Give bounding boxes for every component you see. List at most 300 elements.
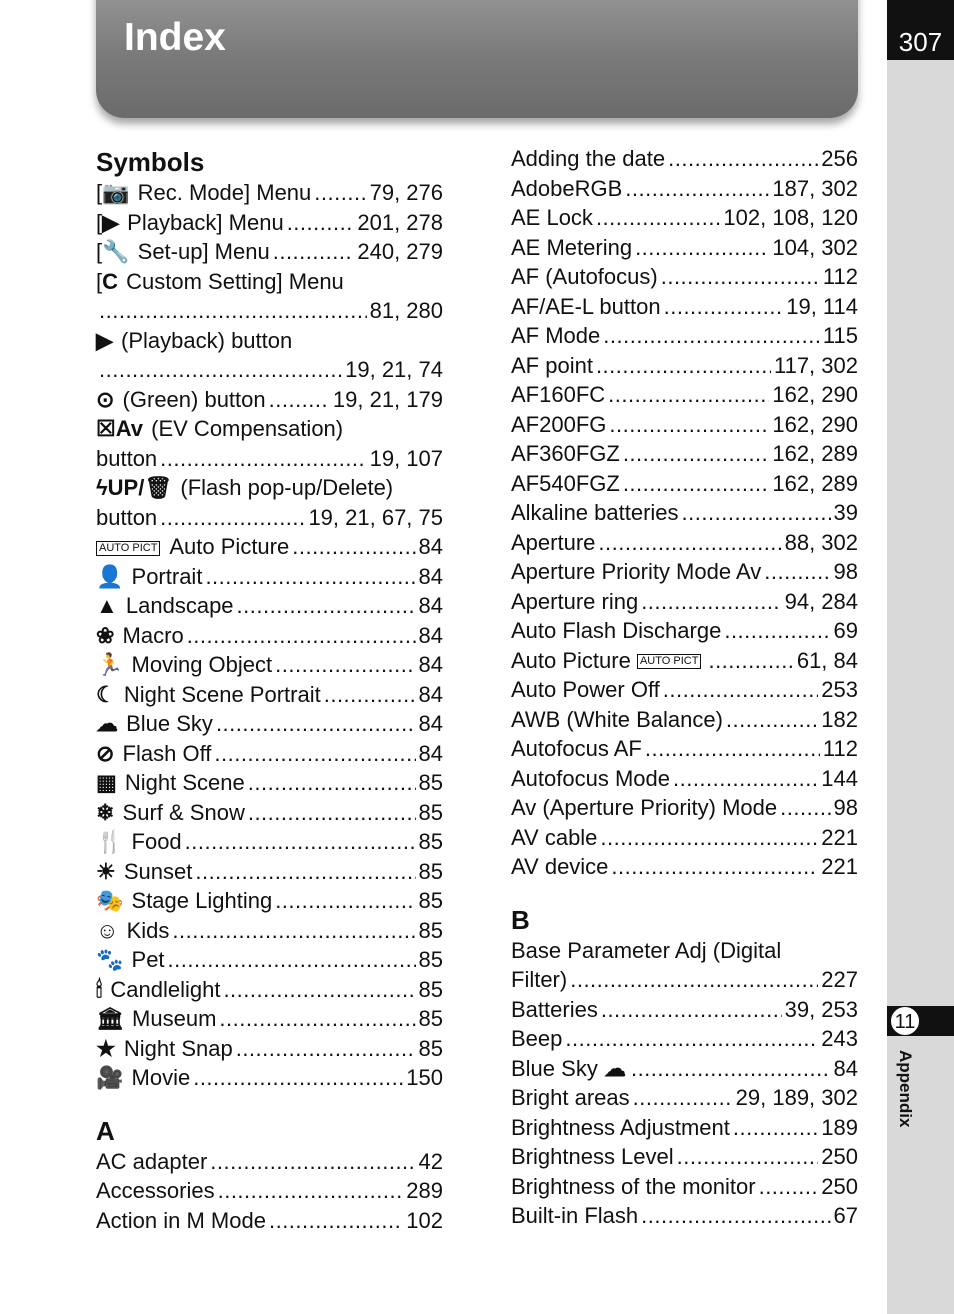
leader-dots [273, 237, 355, 267]
leader-dots [160, 444, 366, 474]
leader-dots [287, 208, 355, 238]
page-refs: 98 [833, 795, 858, 820]
index-term [96, 827, 182, 857]
page-refs: 85 [418, 1006, 443, 1031]
index-term-text: Auto Picture [164, 534, 290, 559]
page-refs: 67 [833, 1203, 858, 1228]
index-column-right [511, 144, 858, 1231]
index-entry [511, 995, 858, 1025]
section-heading: B [511, 904, 530, 935]
index-term [96, 1034, 233, 1064]
leader-dots [664, 292, 784, 322]
page-refs: 79, 276 [369, 180, 443, 205]
index-entry [511, 764, 858, 794]
index-term [511, 793, 777, 823]
night-scene-portrait-icon: ☾ [96, 681, 116, 707]
index-term-text: (Playback) button [114, 327, 293, 353]
index-term [511, 262, 658, 292]
index-entry [96, 650, 443, 680]
leader-dots [635, 233, 769, 263]
index-entry [96, 1147, 443, 1177]
page-refs: 85 [418, 858, 443, 884]
leader-dots [663, 675, 819, 705]
index-term [96, 709, 213, 739]
page-refs: 85 [418, 829, 443, 854]
index-term-text: Accessories [96, 1178, 215, 1203]
index-term-text: Aperture ring [511, 588, 639, 614]
surf-snow-icon: ❄ [96, 799, 115, 825]
index-term [511, 616, 721, 646]
index-entry [511, 705, 858, 735]
blue-sky-icon: ☁ [96, 711, 118, 736]
index-entry [96, 886, 443, 916]
index-term-text: AF540FGZ [511, 470, 620, 496]
leader-dots [269, 385, 330, 415]
auto-pict-icon: AUTO PICT [637, 654, 701, 669]
index-term-text: Aperture Priority Mode Av [511, 559, 762, 584]
index-term-text: Aperture [511, 529, 596, 555]
index-term-text: Surf & Snow [116, 799, 245, 825]
leader-dots [168, 945, 416, 975]
blue-sky-icon: ☁ [603, 1055, 626, 1081]
index-term-text: Autofocus AF [511, 736, 642, 761]
page-refs: 250 [821, 1144, 858, 1169]
index-entry [96, 621, 443, 651]
index-entry [96, 267, 443, 297]
page-refs: 240, 279 [357, 239, 443, 264]
index-term [96, 267, 344, 297]
index-entry [511, 646, 858, 676]
bracket-glyph: [ [96, 239, 103, 264]
leader-dots [99, 296, 367, 326]
page-refs: 88, 302 [784, 529, 858, 555]
index-entry [511, 1083, 858, 1113]
page-refs: 85 [418, 976, 443, 1002]
page-refs: 162, 290 [772, 411, 858, 437]
index-term-text: Bright areas [511, 1085, 630, 1110]
leader-dots [314, 178, 366, 208]
index-entry [96, 208, 443, 238]
index-term-text: Autofocus Mode [511, 765, 670, 791]
index-term-text: Built-in Flash [511, 1203, 639, 1228]
leader-dots [237, 591, 416, 621]
index-entry [96, 1176, 443, 1206]
page-refs: 102 [406, 1207, 443, 1233]
index-term-text: Filter) [511, 967, 568, 992]
index-entry [511, 233, 858, 263]
index-term [511, 380, 605, 410]
leader-dots [608, 380, 769, 410]
index-entry [511, 292, 858, 322]
index-term-text: AV cable [511, 824, 598, 850]
page-refs: 85 [418, 917, 443, 943]
index-term [96, 916, 169, 946]
index-term-text: Portrait [125, 563, 203, 589]
leader-dots [185, 827, 416, 857]
index-term [511, 587, 638, 617]
index-term [511, 995, 598, 1025]
section-gap [511, 882, 858, 902]
index-term [96, 975, 220, 1005]
leader-dots [673, 764, 818, 794]
leader-dots [645, 734, 820, 764]
page-refs: 162, 289 [772, 441, 858, 466]
index-term-text: Moving Object [125, 652, 273, 677]
wrench-icon: 🔧 [102, 239, 130, 264]
leader-dots [218, 1176, 404, 1206]
index-entry [96, 444, 443, 474]
index-term [96, 591, 234, 621]
index-entry [511, 965, 858, 995]
index-entry [511, 439, 858, 469]
index-entry [511, 675, 858, 705]
index-term-text: AE Metering [511, 234, 633, 260]
index-term [511, 1142, 674, 1172]
index-entry [511, 380, 858, 410]
index-entry [511, 557, 858, 587]
index-entry [96, 414, 443, 444]
page-refs: 104, 302 [772, 234, 858, 260]
index-term [511, 528, 595, 558]
bracket-glyph: [ [96, 180, 103, 205]
night-scene-icon: ▦ [96, 770, 117, 795]
page-refs: 256 [821, 146, 858, 171]
page-refs: 81, 280 [369, 298, 443, 323]
custom-c-icon: C [102, 268, 119, 294]
macro-icon: ❀ [96, 622, 115, 648]
index-term [96, 178, 311, 208]
page-refs: 115 [822, 323, 858, 348]
index-term [96, 473, 393, 503]
index-term-text: AF/AE-L button [511, 293, 661, 319]
index-term-text: Alkaline batteries [511, 500, 679, 525]
index-entry [511, 587, 858, 617]
index-term [96, 414, 343, 444]
leader-dots [275, 650, 415, 680]
index-column-left [96, 144, 443, 1235]
index-term-text: Landscape [119, 593, 234, 618]
index-term [511, 469, 620, 499]
index-term [96, 208, 284, 238]
leader-dots [611, 852, 818, 882]
section-heading: A [96, 1115, 115, 1146]
leader-dots [668, 144, 818, 174]
leader-dots [625, 174, 769, 204]
index-term-text: Sunset [117, 858, 193, 884]
leader-dots [661, 262, 820, 292]
index-entry [96, 296, 443, 326]
leader-dots [205, 562, 415, 592]
leader-dots [724, 616, 830, 646]
page-refs: 112 [822, 736, 858, 761]
index-term-text: Adding the date [511, 146, 666, 171]
index-term-text: Pet [125, 947, 165, 972]
index-entry [96, 591, 443, 621]
leader-dots [601, 995, 782, 1025]
leader-dots [726, 705, 818, 735]
index-entry [96, 798, 443, 828]
page-refs: 98 [833, 559, 858, 584]
index-entry [511, 852, 858, 882]
index-entry [96, 532, 443, 562]
index-entry [96, 1063, 443, 1093]
page-refs: 221 [821, 824, 858, 850]
page-refs: 84 [418, 593, 443, 618]
index-term [511, 823, 597, 853]
index-entry [96, 1034, 443, 1064]
header-banner [96, 0, 858, 118]
index-term [511, 1083, 630, 1113]
leader-dots [248, 768, 416, 798]
index-entry [96, 326, 443, 356]
leader-dots [193, 1063, 403, 1093]
index-term-text: Beep [511, 1026, 563, 1051]
index-term [96, 886, 272, 916]
page-number: 307 [887, 0, 954, 60]
leader-dots [214, 739, 415, 769]
index-entry [96, 827, 443, 857]
sunset-icon: ☀ [96, 858, 116, 884]
index-entry [511, 1054, 858, 1084]
index-entry [511, 174, 858, 204]
page-refs: 189 [821, 1114, 858, 1140]
index-term-text: AE Lock [511, 205, 593, 230]
index-term [511, 439, 620, 469]
leader-dots [759, 1172, 819, 1202]
index-entry [96, 385, 443, 415]
index-term-text: (Flash pop-up/Delete) [174, 475, 394, 500]
page-refs: 42 [418, 1148, 443, 1174]
index-term [511, 705, 723, 735]
flash-up-delete-icon: ϟUP/🗑 [96, 475, 173, 500]
section-gap [96, 1093, 443, 1113]
index-term [96, 621, 184, 651]
index-term-text: Batteries [511, 996, 598, 1022]
index-term-text: Blue Sky [511, 1055, 598, 1081]
page-refs: 84 [418, 711, 443, 736]
index-term [511, 410, 606, 440]
index-term-text: Food [125, 829, 182, 854]
playback-icon: ▶ [102, 209, 120, 235]
page-refs: 85 [418, 947, 443, 972]
index-term-text: Auto Flash Discharge [511, 618, 722, 643]
leader-dots [603, 321, 820, 351]
index-entry [511, 734, 858, 764]
leader-dots [269, 1206, 403, 1236]
index-term [511, 498, 679, 528]
page-refs: 84 [833, 1055, 858, 1081]
index-entry [511, 936, 858, 966]
index-term-text: Playback] Menu [121, 209, 284, 235]
auto-pict-icon: AUTO PICT [96, 541, 160, 556]
index-entry [96, 1004, 443, 1034]
leader-dots [631, 1054, 831, 1084]
index-term [96, 798, 245, 828]
page-refs: 19, 114 [786, 293, 858, 319]
index-term [96, 444, 157, 474]
index-term [96, 1176, 215, 1206]
museum-icon: 🏛 [96, 1006, 124, 1031]
leader-dots [682, 498, 831, 528]
index-entry [96, 355, 443, 385]
index-term [511, 1172, 756, 1202]
index-entry [511, 1024, 858, 1054]
green-button-icon: ⊙ [96, 386, 115, 412]
index-entry [96, 739, 443, 769]
index-term [511, 1024, 562, 1054]
index-term-text: Stage Lighting [125, 888, 273, 913]
page-refs: 289 [406, 1178, 443, 1203]
index-term [96, 326, 292, 356]
index-entry [96, 503, 443, 533]
page-refs: 112 [822, 264, 858, 289]
index-term-text: Brightness Level [511, 1144, 674, 1169]
page-refs: 84 [418, 563, 443, 589]
index-entry [511, 823, 858, 853]
index-term-text: Custom Setting] Menu [120, 268, 344, 294]
page-refs: 84 [418, 534, 443, 559]
playback-icon: ▶ [96, 327, 113, 353]
index-term [511, 1113, 730, 1143]
index-term [511, 646, 705, 676]
index-term-text: Auto Power Off [511, 677, 660, 702]
index-term [511, 203, 593, 233]
index-term [511, 936, 781, 966]
leader-dots [733, 1113, 818, 1143]
index-term-text: Action in M Mode [96, 1207, 266, 1233]
leader-dots [598, 528, 781, 558]
index-entry [511, 262, 858, 292]
index-term [511, 174, 622, 204]
page-refs: 227 [821, 967, 858, 992]
leader-dots [160, 503, 305, 533]
index-term [96, 1063, 190, 1093]
index-term [511, 734, 642, 764]
index-term [511, 1054, 628, 1084]
index-term [511, 852, 608, 882]
index-term-text: Macro [116, 622, 184, 648]
leader-dots [275, 886, 415, 916]
index-term [96, 768, 245, 798]
index-term [511, 321, 600, 351]
page-refs: 85 [418, 770, 443, 795]
movie-icon: 🎥 [96, 1065, 124, 1090]
night-snap-icon: ★ [96, 1035, 116, 1061]
index-term-text: AF Mode [511, 323, 601, 348]
leader-dots [195, 857, 415, 887]
page-refs: 253 [821, 677, 858, 702]
index-term-text: AdobeRGB [511, 175, 623, 201]
index-term [511, 764, 670, 794]
index-term-text: AC adapter [96, 1148, 208, 1174]
chapter-label: Appendix [896, 1050, 915, 1128]
page-refs: 29, 189, 302 [735, 1085, 858, 1110]
leader-dots [609, 410, 769, 440]
page-refs: 250 [821, 1173, 858, 1199]
index-entry [511, 351, 858, 381]
index-entry [96, 680, 443, 710]
index-term-text: Flash Off [116, 740, 212, 766]
index-term-text: AF160FC [511, 382, 606, 407]
index-entry [96, 562, 443, 592]
bracket-glyph: [ [96, 268, 103, 294]
index-term-text: (Green) button [116, 386, 266, 412]
page-refs: 19, 21, 74 [345, 357, 443, 382]
leader-dots [210, 1147, 415, 1177]
leader-dots [677, 1142, 819, 1172]
leader-dots [236, 1034, 416, 1064]
index-term [96, 385, 266, 415]
index-term [96, 1206, 266, 1236]
leader-dots [187, 621, 416, 651]
index-term [511, 675, 660, 705]
candlelight-icon: 🕯 [96, 976, 103, 1002]
index-term [96, 1004, 216, 1034]
leader-dots [570, 965, 818, 995]
index-entry [511, 1201, 858, 1231]
flash-off-icon: ⊘ [96, 740, 115, 766]
index-entry [511, 144, 858, 174]
leader-dots [708, 646, 793, 676]
index-term [511, 292, 661, 322]
food-icon: 🍴 [96, 829, 124, 854]
index-term [96, 532, 289, 562]
leader-dots [780, 793, 830, 823]
leader-dots [623, 469, 770, 499]
index-entry [96, 473, 443, 503]
index-term-text: Kids [120, 917, 170, 943]
page-refs: 85 [418, 1035, 443, 1061]
index-term-text: AF360FGZ [511, 441, 620, 466]
index-term [511, 1201, 638, 1231]
bracket-glyph: [ [96, 209, 103, 235]
index-term-text: Brightness Adjustment [511, 1114, 730, 1140]
index-entry [511, 1113, 858, 1143]
index-entry [96, 178, 443, 208]
page-refs: 39, 253 [784, 996, 858, 1022]
leader-dots [633, 1083, 733, 1113]
index-term-text: button [96, 504, 158, 530]
page-refs: 85 [418, 888, 443, 913]
index-entry [511, 528, 858, 558]
leader-dots [223, 975, 415, 1005]
page-refs: 85 [418, 799, 443, 825]
index-term-text: Night Snap [117, 1035, 233, 1061]
leader-dots [219, 1004, 415, 1034]
index-term [96, 650, 272, 680]
page-refs: 102, 108, 120 [723, 205, 858, 230]
chapter-number: 11 [890, 1006, 920, 1036]
index-term [96, 237, 270, 267]
index-entry [511, 498, 858, 528]
leader-dots [565, 1024, 818, 1054]
leader-dots [596, 351, 771, 381]
index-term [96, 1147, 207, 1177]
page-refs: 187, 302 [772, 175, 858, 201]
index-term-text: Brightness of the monitor [511, 1173, 756, 1199]
index-entry [511, 793, 858, 823]
index-term-text: (EV Compensation) [145, 416, 344, 441]
index-entry [96, 709, 443, 739]
leader-dots [216, 709, 416, 739]
index-term [96, 739, 211, 769]
ev-av-icon: ☒Av [96, 416, 144, 441]
pet-icon: 🐾 [96, 947, 124, 972]
index-term-text: Night Scene [118, 770, 245, 795]
page-refs: 221 [821, 854, 858, 879]
index-term [96, 503, 157, 533]
index-entry [511, 321, 858, 351]
